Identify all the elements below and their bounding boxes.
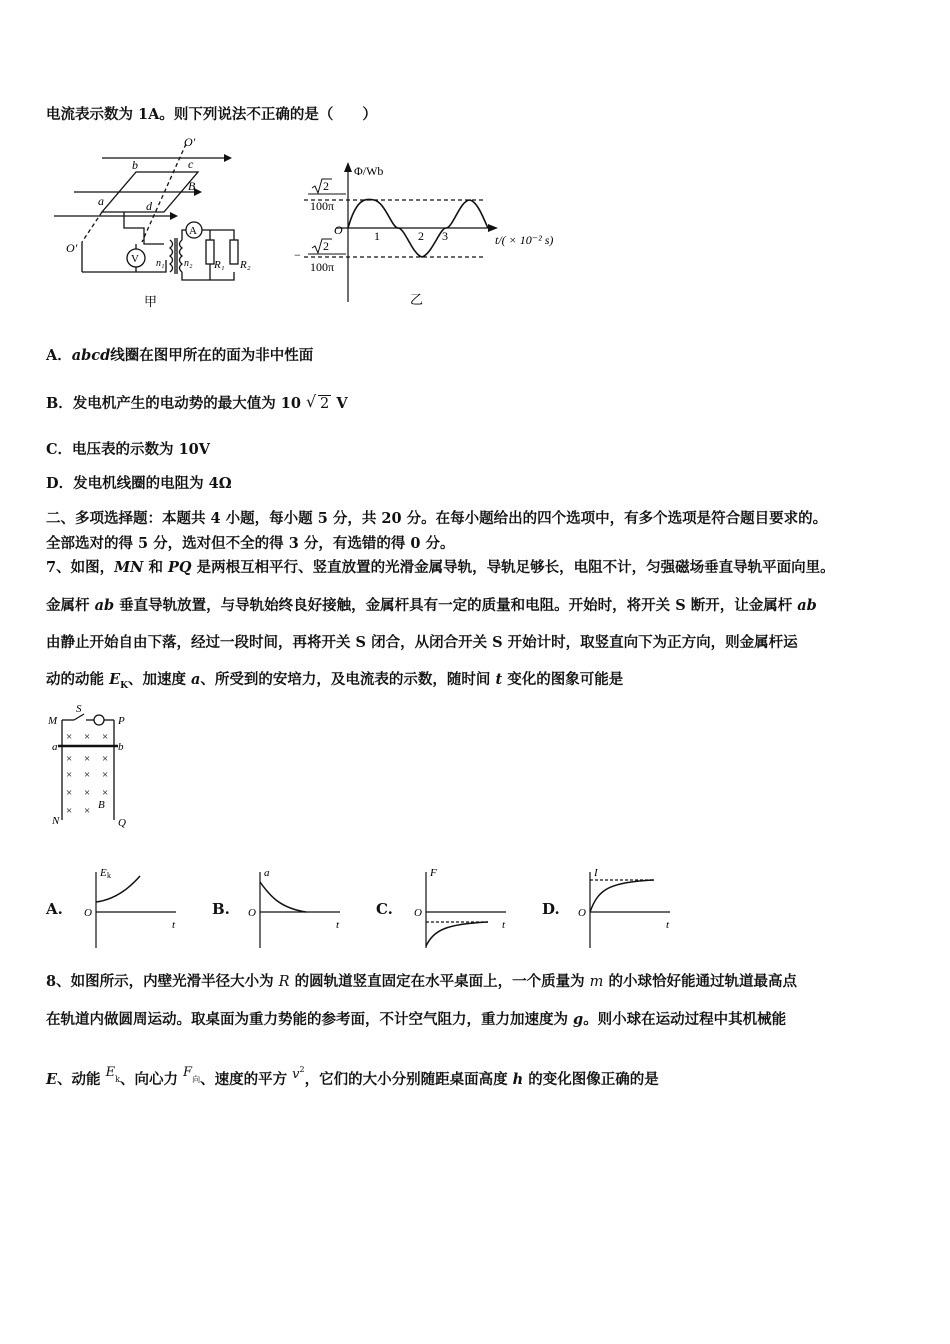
q7-graph-b: [244, 862, 354, 952]
q7-graph-a: [80, 862, 190, 952]
q6-stem: 电流表示数为 1A。则下列说法不正确的是（ ）: [46, 106, 377, 123]
jia-o-prime-left: O′: [66, 241, 78, 255]
jia-n1: n₁: [156, 258, 165, 269]
q7-line4: 动的动能 $E_K$、加速度 a、所受到的安培力，及电流表的示数，随时间 t 变化的图象可能是: [46, 671, 624, 691]
section2-line1: 二、多项选择题：本题共 4 小题，每小题 5 分，共 20 分。在每小题给出的四个选项中，有多个选项是符合题目要求的。: [46, 510, 828, 527]
field-cross: ×: [66, 787, 73, 799]
svg-text:b: b: [118, 741, 124, 753]
svg-text:O: O: [84, 907, 92, 919]
q7-graph-c: [410, 862, 520, 952]
option-b-sqrt: 2: [320, 396, 330, 412]
jia-n2: n₂: [184, 258, 193, 269]
field-cross: ×: [84, 805, 91, 817]
svg-text:t: t: [336, 919, 340, 931]
svg-text:B: B: [98, 799, 105, 811]
q7-line2: 金属杆 ab 垂直导轨放置，与导轨始终良好接触，金属杆具有一定的质量和电阻。开始时，将开关 S 断开，让金属杆 ab: [46, 597, 817, 614]
jia-d: d: [146, 199, 152, 213]
svg-text:I: I: [594, 867, 598, 879]
svg-text:a: a: [52, 741, 58, 753]
svg-text:k: k: [107, 871, 111, 880]
svg-text:O: O: [578, 907, 586, 919]
q7-line1: 7、如图，MN 和 PQ 是两根互相平行、竖直放置的光滑金属导轨，导轨足够长，电阻不计，匀强磁场垂直导轨平面向里。: [46, 559, 835, 576]
svg-text:t: t: [502, 919, 506, 931]
jia-r1: R₁: [214, 259, 225, 271]
jia-B: B: [188, 179, 196, 193]
field-cross: ×: [102, 731, 109, 743]
option-b-unit: V: [336, 395, 348, 412]
field-cross: ×: [84, 731, 91, 743]
jia-b: b: [132, 158, 138, 172]
field-cross: ×: [84, 787, 91, 799]
q6-figure-yi: [290, 150, 580, 310]
jia-r2: R₂: [240, 259, 251, 271]
svg-text:N: N: [52, 815, 60, 827]
svg-text:t: t: [172, 919, 176, 931]
q7-graph-d: [574, 862, 684, 952]
q6-option-c: C．电压表的示数为 10V: [46, 441, 211, 458]
svg-text:O: O: [414, 907, 422, 919]
section2-line2: 全部选对的得 5 分，选对但不全的得 3 分，有选错的得 0 分。: [46, 535, 455, 552]
yi-ymax-sqrt: 2: [323, 179, 329, 193]
field-cross: ×: [84, 769, 91, 781]
yi-tick-1: 1: [374, 229, 380, 243]
yi-origin: O: [334, 223, 343, 237]
sqrt-symbol: √ 2: [306, 392, 330, 412]
jia-c: c: [188, 157, 194, 171]
option-b-label: B．发电机产生的电动势的最大值为 10: [46, 395, 301, 412]
yi-tick-3: 3: [442, 229, 448, 243]
q7-line3: 由静止开始自由下落，经过一段时间，再将开关 S 闭合，从闭合开关 S 开始计时，取竖直向下为正方向，则金属杆运: [46, 634, 798, 651]
svg-text:E: E: [100, 867, 107, 879]
field-cross: ×: [66, 769, 73, 781]
q7-graph-d-label: D.: [542, 900, 560, 918]
q7-graph-a-label: A.: [46, 900, 63, 918]
q6-option-a: [46, 344, 313, 365]
jia-caption: 甲: [144, 294, 158, 309]
field-cross: ×: [66, 731, 73, 743]
field-cross: ×: [84, 753, 91, 765]
yi-ymin-neg: −: [294, 248, 301, 262]
svg-text:S: S: [76, 703, 82, 715]
option-a-text: 线圈在图甲所在的面为非中性面: [110, 347, 314, 364]
yi-ymin-sqrt: 2: [323, 239, 329, 253]
option-a-italic: abcd: [71, 347, 111, 364]
field-cross: ×: [66, 753, 73, 765]
svg-text:a: a: [264, 867, 270, 879]
q8-line3: E、动能 $E_k$、向心力 $F_向$、速度的平方 $v^2$，它们的大小分别随距桌面高度 h 的变化图像正确的是: [46, 1065, 659, 1088]
q7-rail-figure: [46, 700, 146, 832]
jia-ammeter: A: [189, 225, 197, 237]
yi-ymax-den: 100π: [310, 199, 335, 213]
q8-line1: 8、如图所示，内壁光滑半径大小为 R 的圆轨道竖直固定在水平桌面上，一个质量为 m 的小球恰好能通过轨道最高点: [46, 973, 797, 990]
svg-text:F: F: [430, 867, 437, 879]
svg-text:O: O: [248, 907, 256, 919]
field-cross: ×: [66, 805, 73, 817]
yi-caption: 乙: [410, 292, 424, 307]
jia-a: a: [98, 194, 104, 208]
jia-o-prime-top: O′: [184, 135, 196, 149]
svg-text:t: t: [666, 919, 670, 931]
yi-ylabel: Φ/Wb: [354, 164, 384, 178]
svg-text:Q: Q: [118, 817, 126, 829]
svg-text:M: M: [48, 715, 58, 727]
option-a-label: A．: [46, 347, 72, 364]
yi-ymin-den: 100π: [310, 260, 335, 274]
field-cross: ×: [102, 787, 109, 799]
svg-text:P: P: [118, 715, 125, 727]
field-cross: ×: [102, 769, 109, 781]
q6-figure-jia: [46, 132, 276, 312]
yi-xlabel: t/( × 10⁻² s): [495, 233, 554, 247]
q7-graph-b-label: B.: [212, 900, 230, 918]
q6-option-b: [46, 392, 348, 413]
yi-tick-2: 2: [418, 229, 424, 243]
q6-option-d: D．发电机线圈的电阻为 4Ω: [46, 475, 232, 492]
jia-voltmeter: V: [131, 253, 139, 265]
q8-line2: 在轨道内做圆周运动。取桌面为重力势能的参考面，不计空气阻力，重力加速度为 g。则小球在运动过程中其机械能: [46, 1011, 787, 1028]
field-cross: ×: [102, 753, 109, 765]
q7-graph-c-label: C.: [376, 900, 393, 918]
